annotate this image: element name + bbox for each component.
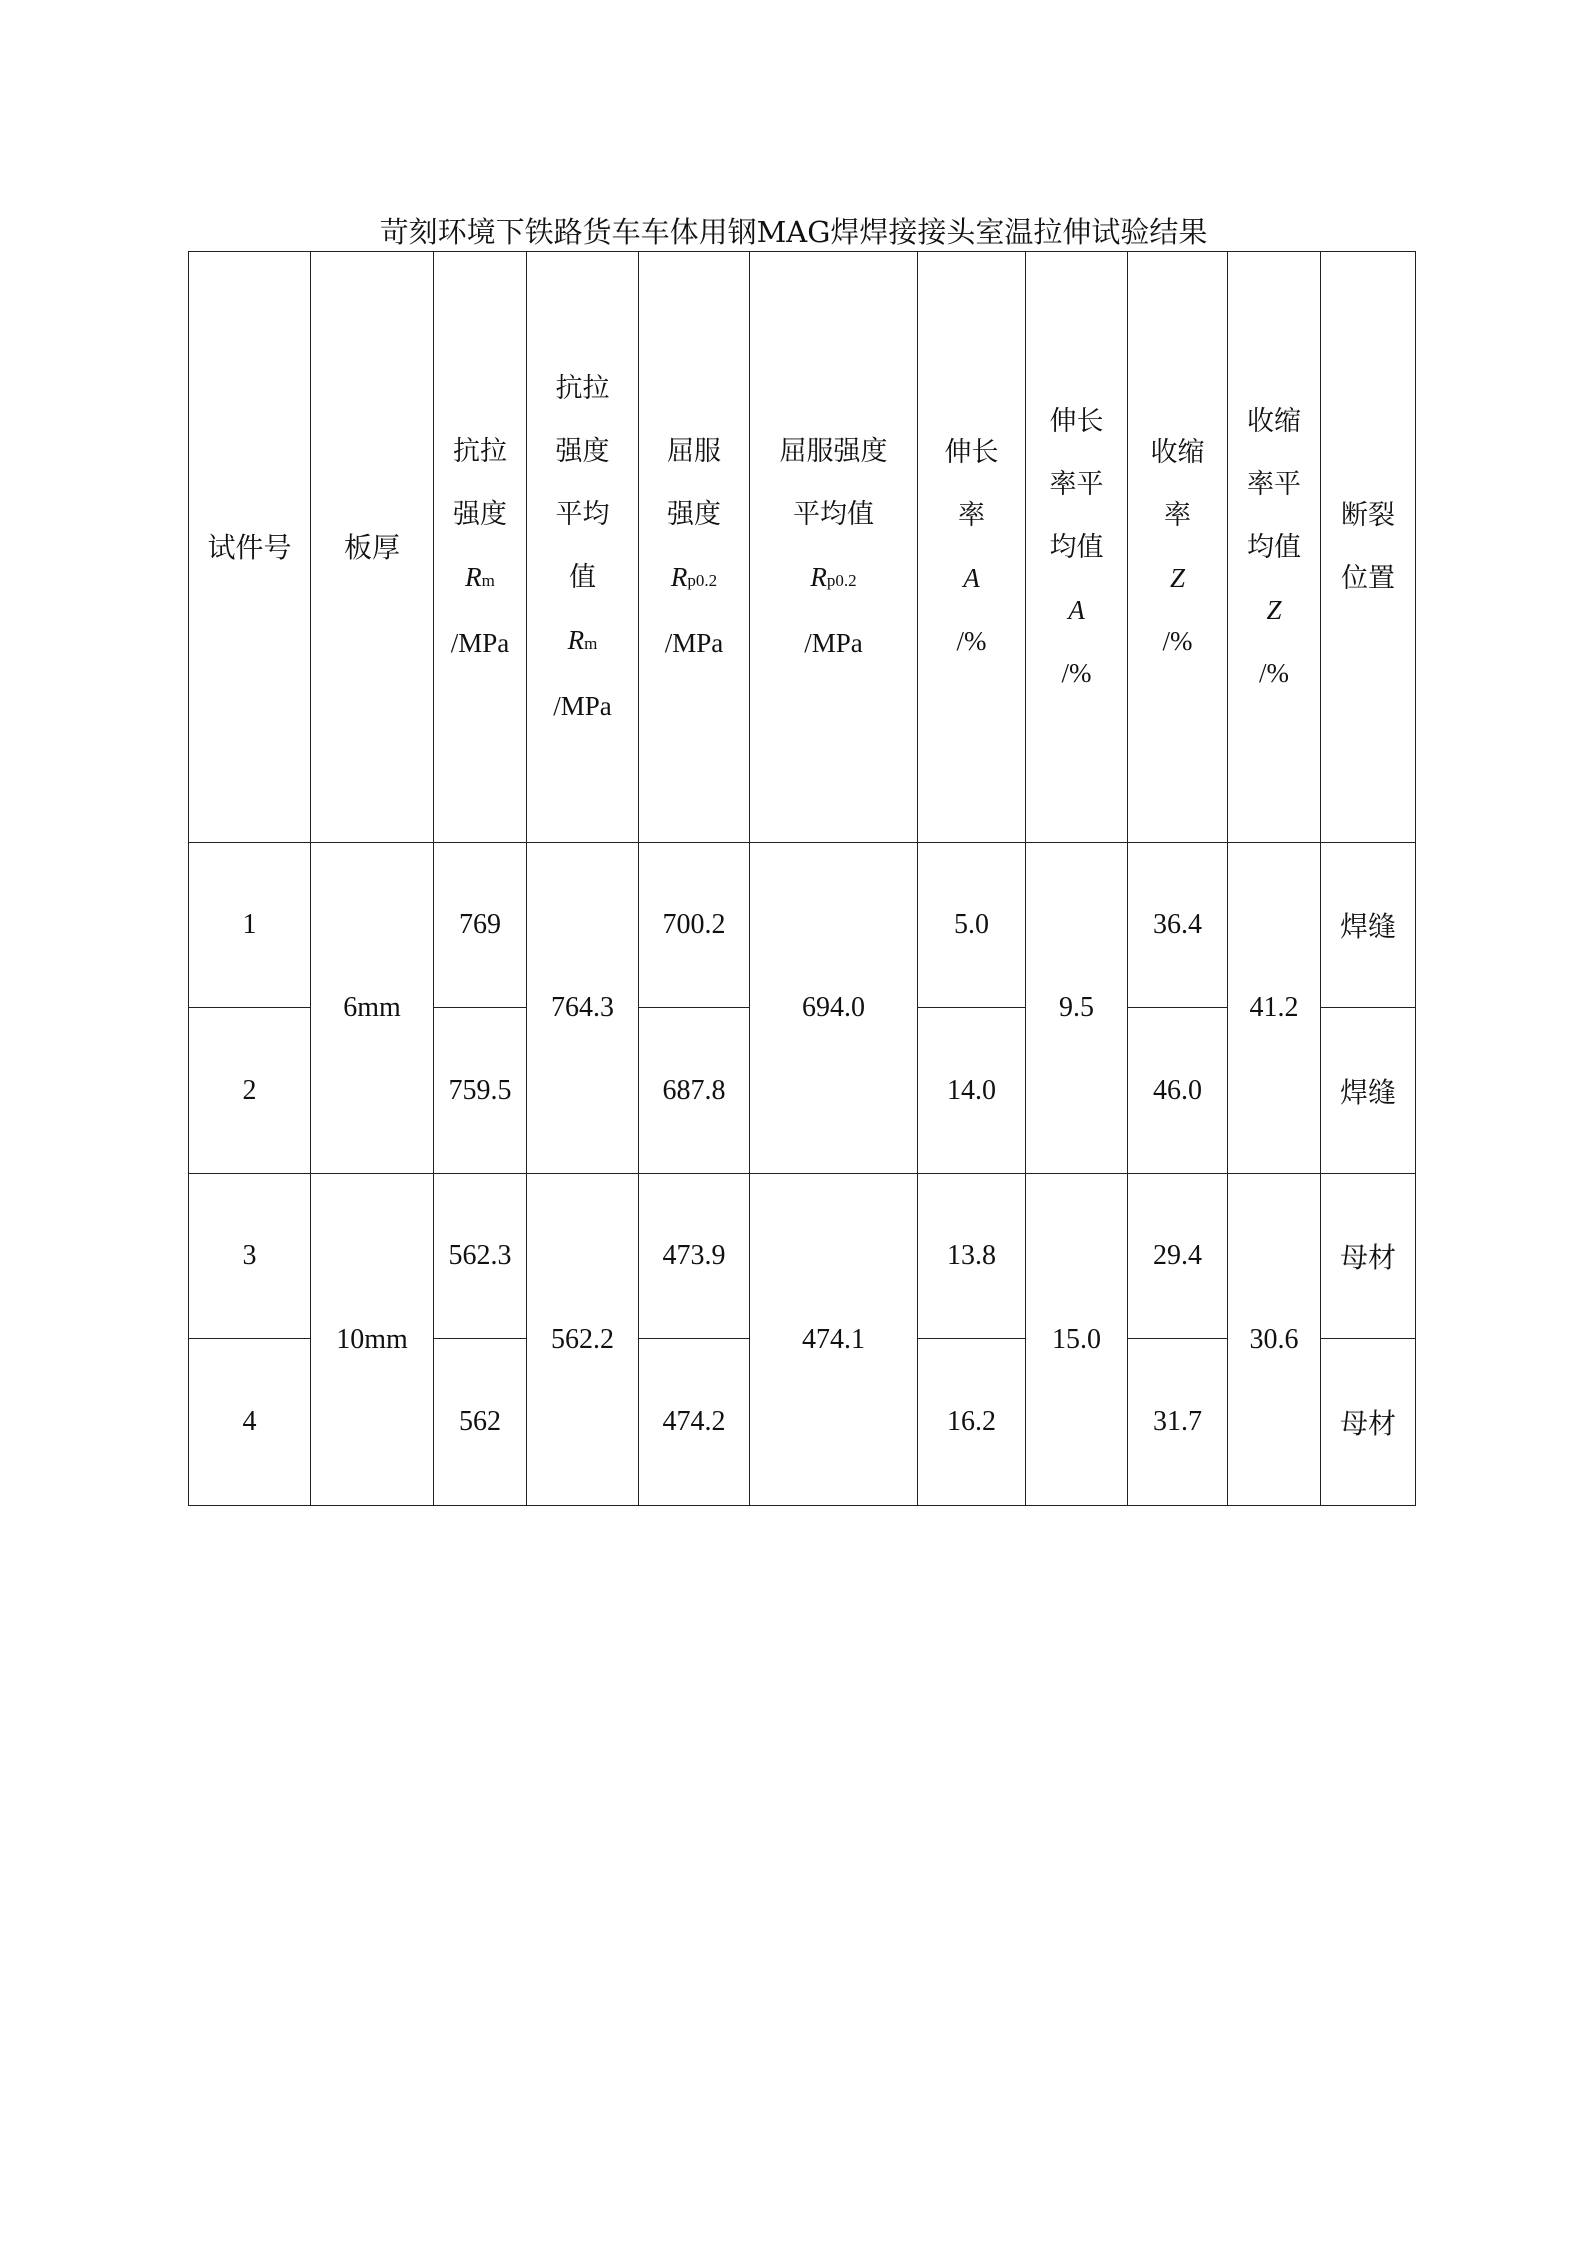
table-row <box>189 843 1416 1008</box>
cell-fracture-location: 焊缝 <box>1321 843 1416 1008</box>
cell-tensile-avg: 764.3 <box>527 843 639 1174</box>
header-thickness: 板厚 <box>311 252 434 843</box>
cell-yield: 700.2 <box>639 843 750 1008</box>
cell-specimen-no: 2 <box>189 1008 311 1174</box>
cell-yield: 687.8 <box>639 1008 750 1174</box>
table-caption: 苛刻环境下铁路货车车体用钢MAG焊焊接接头室温拉伸试验结果 <box>379 215 1208 249</box>
header-fracture-location: 断裂 位置 <box>1321 252 1416 843</box>
cell-tensile: 562.3 <box>434 1174 527 1339</box>
tensile-test-results-table <box>188 251 1416 1506</box>
cell-elongation: 5.0 <box>918 843 1026 1008</box>
cell-thickness: 10mm <box>311 1174 434 1506</box>
cell-tensile: 759.5 <box>434 1008 527 1174</box>
cell-fracture-location: 母材 <box>1321 1174 1416 1339</box>
header-reduction-of-area-avg: 收缩 率平 均值 Z /% <box>1228 252 1321 843</box>
cell-thickness: 6mm <box>311 843 434 1174</box>
cell-elongation-avg: 15.0 <box>1026 1174 1128 1506</box>
cell-yield-avg: 474.1 <box>750 1174 918 1506</box>
cell-elongation: 13.8 <box>918 1174 1026 1339</box>
cell-reduction: 36.4 <box>1128 843 1228 1008</box>
cell-specimen-no: 4 <box>189 1339 311 1506</box>
header-elongation: 伸长 率 A /% <box>918 252 1026 843</box>
header-yield-strength: 屈服 强度 Rp0.2 /MPa <box>639 252 750 843</box>
cell-reduction-avg: 41.2 <box>1228 843 1321 1174</box>
cell-specimen-no: 1 <box>189 843 311 1008</box>
header-reduction-of-area: 收缩 率 Z /% <box>1128 252 1228 843</box>
cell-tensile: 562 <box>434 1339 527 1506</box>
cell-fracture-location: 母材 <box>1321 1339 1416 1506</box>
cell-yield-avg: 694.0 <box>750 843 918 1174</box>
cell-elongation: 16.2 <box>918 1339 1026 1506</box>
header-row <box>189 252 1416 843</box>
header-tensile-strength-avg: 抗拉 强度 平均 值 Rm /MPa <box>527 252 639 843</box>
table-row <box>189 1174 1416 1339</box>
header-specimen-no: 试件号 <box>189 252 311 843</box>
cell-tensile: 769 <box>434 843 527 1008</box>
header-elongation-avg: 伸长 率平 均值 A /% <box>1026 252 1128 843</box>
cell-reduction: 29.4 <box>1128 1174 1228 1339</box>
cell-elongation: 14.0 <box>918 1008 1026 1174</box>
cell-reduction: 31.7 <box>1128 1339 1228 1506</box>
cell-specimen-no: 3 <box>189 1174 311 1339</box>
header-yield-strength-avg: 屈服强度 平均值 Rp0.2 /MPa <box>750 252 918 843</box>
cell-reduction-avg: 30.6 <box>1228 1174 1321 1506</box>
cell-yield: 473.9 <box>639 1174 750 1339</box>
cell-fracture-location: 焊缝 <box>1321 1008 1416 1174</box>
cell-yield: 474.2 <box>639 1339 750 1506</box>
cell-tensile-avg: 562.2 <box>527 1174 639 1506</box>
cell-elongation-avg: 9.5 <box>1026 843 1128 1174</box>
cell-reduction: 46.0 <box>1128 1008 1228 1174</box>
header-tensile-strength: 抗拉 强度 Rm /MPa <box>434 252 527 843</box>
